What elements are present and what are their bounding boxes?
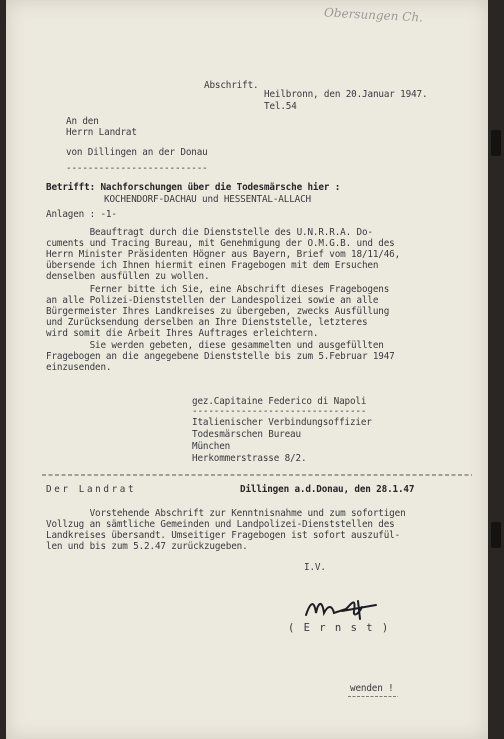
footer-line: Vorstehende Abschrift zur Kenntnisnahme und zum sofortigen	[46, 508, 406, 519]
binder-clip-top	[491, 130, 501, 156]
binder-clip-bottom	[491, 522, 501, 548]
body-line: Sie werden gebeten, diese gesammelten und ausgefüllten	[46, 340, 384, 351]
recipient-line-3: von Dillingen an der Donau	[66, 147, 208, 158]
body-line: Fragebogen an die angegebene Dienststelle bis zum 5.Februar 1947	[46, 351, 395, 362]
body-line: und Zurücksendung derselben an Ihre Dienststelle, letzteres	[46, 317, 368, 328]
bureau-name: Todesmärschen Bureau	[192, 429, 301, 440]
body-line: wird somit die Arbeit Ihres Auftrages erleichtern.	[46, 328, 319, 339]
bureau-street: Herkommerstrasse 8/2.	[192, 453, 307, 464]
signed-by: gez.Capitaine Federico di Napoli	[192, 396, 367, 407]
bureau-city: München	[192, 441, 231, 452]
body-line: an alle Polizei-Dienststellen der Landespolizei sowie an alle	[46, 295, 379, 306]
footer-line: Vollzug an sämtliche Gemeinden und Landpolizei-Dienststellen des	[46, 519, 395, 530]
place-date: Heilbronn, den 20.Januar 1947.	[264, 89, 428, 100]
attachments: Anlagen : -1-	[46, 209, 117, 220]
body-line: denselben ausfüllen zu wollen.	[46, 271, 210, 282]
footer-line: len und bis zum 5.2.47 zurückzugeben.	[46, 541, 248, 552]
iv-label: I.V.	[304, 562, 326, 573]
signature-rule: --------------------------------	[192, 406, 367, 417]
section-divider	[42, 473, 472, 477]
pencil-annotation: Obersungen Ch.	[323, 5, 424, 25]
recipient-line-2: Herrn Landrat	[66, 127, 137, 138]
body-line: übersende ich Ihnen hiermit einen Fragebogen mit dem Ersuchen	[46, 260, 379, 271]
body-line: cuments und Tracing Bureau, mit Genehmigung der O.M.G.B. und des	[46, 238, 395, 249]
body-line: Herrn Minister Präsidenten Högner aus Bayern, Brief vom 18/11/46,	[46, 249, 401, 260]
abschrift-label: Abschrift.	[204, 80, 259, 91]
officer-title: Italienischer Verbindungsoffizier	[192, 417, 372, 428]
document-page	[6, 0, 488, 739]
body-line: Ferner bitte ich Sie, eine Abschrift dieses Fragebogens	[46, 284, 390, 295]
handwritten-signature	[302, 593, 382, 625]
recipient-line-1: An den	[66, 116, 99, 127]
subject-line-1: Betrifft: Nachforschungen über die Todesmärsche hier :	[46, 182, 341, 193]
footer-place-date: Dillingen a.d.Donau, den 28.1.47	[240, 484, 415, 495]
body-line: Bürgermeister Ihres Landkreises zu übergeben, zwecks Ausfüllung	[46, 306, 390, 317]
turn-over-underline	[348, 695, 398, 698]
subject-line-2: KOCHENDORF-DACHAU und HESSENTAL-ALLACH	[104, 194, 311, 205]
turn-over-note: wenden !	[350, 683, 394, 694]
body-line: Beauftragt durch die Dienststelle des U.N.R.R.A. Do-	[46, 227, 373, 238]
telephone: Tel.54	[264, 101, 297, 112]
body-line: einzusenden.	[46, 362, 112, 373]
recipient-rule: --------------------------	[66, 163, 208, 174]
footer-sender: Der Landrat	[46, 484, 137, 495]
footer-line: Landkreises übersandt. Umseitiger Fragebogen ist sofort auszufül-	[46, 530, 401, 541]
signer-name: ( E r n s t )	[288, 622, 390, 634]
